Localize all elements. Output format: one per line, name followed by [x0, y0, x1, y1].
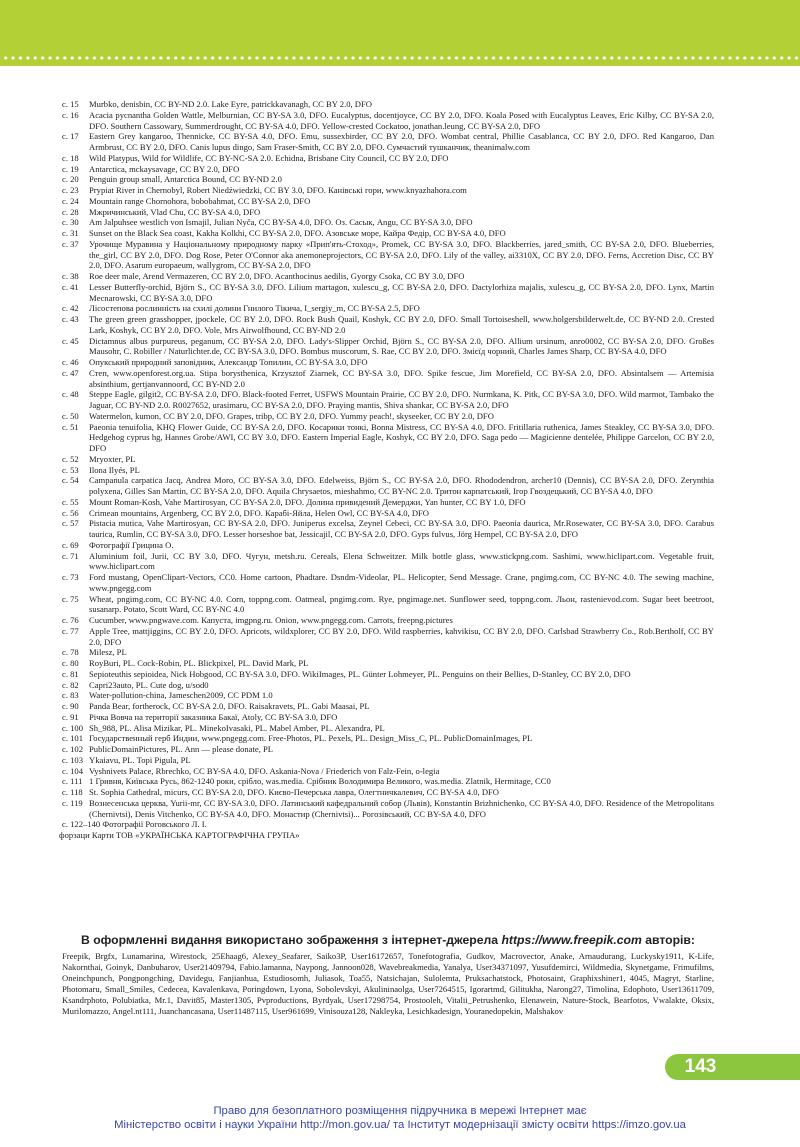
credit-row: [62, 669, 714, 680]
page-number-badge: [665, 1054, 800, 1080]
credit-page-ref: с. 82: [62, 679, 79, 690]
credit-text: St. Sophia Cathedral, micurs, CC BY-SA 2.0, DFO. Києво-Печерська лавра, Олегтничкалевич, CC BY-SA 4.0, DFO: [89, 787, 500, 797]
credit-row: [62, 518, 714, 540]
credit-row: [62, 744, 714, 755]
credit-page-ref: с. 57: [62, 518, 79, 529]
credit-text: Mryoxter, PL: [89, 453, 136, 464]
freepik-site-link[interactable]: https://www.freepik.com: [501, 933, 642, 947]
credit-row: [62, 239, 714, 271]
credit-text: Sepioteuthis sepioidea, Nick Hobgood, CC BY-SA 3.0, DFO. WikiImages, PL. Günter Lohmeyer, PL. Penguins on their Bellies, D-Stanley, CC BY 2.0, DFO: [89, 668, 631, 679]
credit-page-ref: с. 31: [62, 228, 79, 238]
credit-text: Antarctica, mckaysavage, CC BY 2.0, DFO: [89, 163, 240, 174]
credit-text: Watermelon, kumon, CC BY 2.0, DFO. Grapes, tribp, CC BY 2.0, DFO. Yummy peach!, skyseeker, CC BY 2.0, DFO: [89, 410, 494, 421]
credit-text: Dictamnus albus purpureus, peganum, CC BY-SA 2.0, DFO. Lady's-Slipper Orchid, Björn S., CC BY-SA 2.0, DFO. Allium ursinum, anro0002, CC BY-SA 2.0, DFO. Großes Mausohr, C. Robiller / Naturlichter.de, CC BY-SA 3.0, DFO. Bombus muscorum, S. Rae, CC BY 2.0, DFO. Змієїд чорний, Charles James Sharp, CC BY-SA 4.0, DFO: [89, 335, 714, 357]
credit-text: Урочище Муравина у Національному природному парку «Прип'ять-Стоход», Promek, CC BY-SA 3.0, DFO. Blackberries, jared_smith, CC BY-SA 2.0, DFO. Blueberries, the_girl, CC BY 2.0, DFO. Dog Rose, Peter O'Connor aka anemoneprojectors, CC BY-SA 2.0, DFO. Lily of the valley, ai3310X, CC BY 2.0, DFO. Ferns, Accretion Disc, CC BY 2.0, DFO. Asarum europaeum, wallygrom, CC BY-SA 2.0, DFO: [89, 238, 714, 271]
photo-credit-note: с. 122–140 Фотографії Роговськогo Л. І.: [62, 819, 207, 830]
credit-row: [62, 411, 714, 422]
credit-text: Ykaiavu, PL. Topi Pigula, PL: [89, 754, 191, 765]
credit-row: [62, 465, 714, 476]
credit-page-ref: с. 41: [62, 281, 79, 292]
credit-page-ref: с. 38: [62, 271, 79, 281]
credit-page-ref: с. 119: [62, 797, 83, 808]
footer-line-2: Міністерство освіти і науки України http://mon.gov.ua/ та Інститут модернізації змісту освіти https://imzo.gov.ua: [114, 1119, 686, 1131]
credit-page-ref: с. 75: [62, 593, 79, 604]
credit-row: [62, 368, 714, 390]
credit-page-ref: с. 30: [62, 217, 79, 228]
credit-text: Фотографії Грицина О.: [89, 539, 174, 550]
credit-page-ref: с. 42: [62, 303, 79, 314]
credit-text: Mountain range Chornohora, bobobahmat, CC BY-SA 2.0, DFO: [89, 195, 311, 206]
credit-text: Cucumber, www.pngwave.com. Капуста, imgpng.ru. Onion, www.pngegg.com. Carrots, freepng.pictures: [89, 615, 453, 625]
credit-page-ref: с. 18: [62, 152, 79, 163]
freepik-heading-prefix: В оформленні видання використано зображення з інтернет-джерела: [81, 933, 502, 947]
credit-row: [62, 454, 714, 465]
credit-row: [62, 776, 714, 787]
credit-text: Murbko, denisbin, CC BY-ND 2.0. Lake Eyre, patrickkavanagh, CC BY 2.0, DFO: [89, 99, 373, 109]
credit-row: [62, 99, 714, 110]
credit-text: Capri23auto, PL. Cute dog, u/sod0: [89, 679, 209, 690]
credit-page-ref: с. 43: [62, 314, 79, 324]
credit-text: Мжричинський, Vlad Chu, CC BY-SA 4.0, DFO: [89, 206, 261, 217]
credit-row: [62, 508, 714, 519]
credit-text: Crimean mountains, Argenberg, CC BY 2.0, DFO. Карабі-Яйла, Helen Owl, CC BY-SA 4.0, DFO: [89, 507, 430, 518]
credit-row: [62, 572, 714, 594]
credit-row: [62, 174, 714, 185]
freepik-authors: Freepik, Brgfx, Lunamarina, Wirestock, 25Ehaag6, Alexey_Seafarer, Saiko3P, User16172657, Tonefotografia, Gudkov, Macrovector, Anake, Arnaudurang, Luckysky1911, K-Life, Nakornthai, Goinyk, Danbuharov, User21409794, Fabio.lamanna, Naypong, Jannoon028, Wavebreakmedia, Yanalya, User34371097, Yusufdemirci, Wildmedia, Skynetgame, Frimufilms, Oneinchpunch, Pongpongching, Davidegu, Fanjianhua, Estudiosomh, Juliasok, Toa55, Natsichajan, Sulolemta, Pruksachatstock, Photosaint, Graphixshiner1, 4045, Magryt, Starline, Photomaru, Small_Smiles, Cedecea, Kavalenkava, Poringdown, Lyona, Sobolevskyi, Akulininaolga, User7264515, Igorartmd, Gilitukha, Narong27, Timolina, Edophoto, User13611709, Ksandrphoto, Polubiatka, Mr.1, Davit85, Master1305, Pvproductions, Byrdyak, User17298754, Prostooleh, Vitalii_Petrushenko, Elenawein, Nature-Stock, Bearfotos, Vwalakte, Oksix, Murilomazzo, Angel.nt111, Juanchancasana, User11487115, User961699, Vinisouza128, Nakleyka, Lesichkadesign, Youranedopekin, Malshakov: [62, 951, 714, 1016]
credit-row: [62, 357, 714, 368]
credit-page-ref: с. 100: [62, 722, 84, 733]
credit-page-ref: с. 50: [62, 410, 79, 421]
credit-text: Eastern Grey kangaroo, Thennicke, CC BY-SA 4.0, DFO. Emu, sussexbirder, CC BY 2.0, DFO. Wombat central, Phillie Casablanca, CC BY 2.0, DFO. Red Kangaroo, Dan Armbrust, CC BY 2.0, DFO. Canis lupus dingo, Sam Fraser-Smith, CC BY 2.0, DFO. Сумчастий тушканчик, theanimalw.com: [89, 131, 714, 152]
credit-row: [62, 787, 714, 798]
credit-text: Вознесенська церква, Yuriі-mr, CC BY-SA 3.0, DFO. Латинський кафедральний собор (Львів), Konstantin Brizhnichenko, CC BY-SA 4.0, DFO. Residence of the Metropolitans (Chernivtsi), Denis Vitchenko, CC BY-SA 4.0, DFO. Монастир (Chernivtsi)... Рогозівський, CC BY-SA 4.0, DFO: [89, 797, 714, 819]
credit-row: [62, 153, 714, 164]
credit-page-ref: с. 101: [62, 733, 84, 744]
credit-row: [62, 723, 714, 734]
credit-row: [62, 217, 714, 228]
credit-text: Campanula carpatica Jacq, Andrea Moro, CC BY-SA 3.0, DFO. Edelweiss, Björn S., CC BY-SA 2.0, DFO. Rhododendron, archer10 (Dennis), CC BY-SA 2.0, DFO. Zerynthia polyxena, Gilles San Martin, CC BY-SA 2.0, DFO. Aquila Chrysaetos, mieshahmo, CC BY-NC 2.0. Тритон карпатський, Ігор Гвоздецький, CC BY-SA 4.0, DFO: [89, 475, 714, 496]
credit-text: Опукський природний заповідник, Александр Топилин, CC BY-SA 3.0, DFO: [89, 357, 368, 367]
credit-text: Mount Roman-Kosh, Vahe Martirosyan, CC BY-SA 2.0, DFO. Долина привидений Демерджи, Yan hunter, CC BY 1.0, DFO: [89, 496, 526, 507]
credit-row: [62, 594, 714, 616]
credit-text: Steppe Eagle, gilgit2, CC BY-SA 2.0, DFO. Black-footed Ferret, USFWS Mountain Prairie, CC BY 2.0, DFO. Nurmkana, K. Pitk, CC BY-SA 3.0, DFO. Wild marmot, Tambako the Jaguar, CC BY-ND 2.0. R0027652, urasimaru, CC BY-SA 2.0, DFO. Praying mantis, Shiva shankar, CC BY-SA 2.0, DFO: [89, 389, 714, 410]
credit-page-ref: с. 111: [62, 776, 83, 787]
credit-page-ref: с. 19: [62, 163, 79, 174]
credit-row: [62, 475, 714, 497]
page-number: 143: [684, 1056, 717, 1077]
credit-page-ref: с. 104: [62, 765, 84, 776]
credit-page-ref: с. 83: [62, 690, 79, 701]
credit-page-ref: с. 52: [62, 453, 79, 464]
credit-row: [62, 755, 714, 766]
credit-text: Am Jalpuhsee westlich von Ismajil, Julian Nyča, CC BY-SA 4.0, DFO. Оз. Сасык, Angu, CC BY-SA 3.0, DFO: [89, 217, 473, 228]
credit-page-ref: с. 56: [62, 507, 79, 518]
credit-page-ref: с. 46: [62, 357, 79, 367]
credit-row: [62, 680, 714, 691]
credit-text: Pistacia mutica, Vahe Martirosyan, CC BY-SA 2.0, DFO. Juniperus excelsa, Zeynel Cebeci, CC BY-SA 3.0, DFO. Paeonia daurica, Mr.Rosewater, CC BY-SA 3.0, DFO. Carabus taurica, Rumlin, CC BY-SA 3.0, DFO. Lesser horseshoe bat, Jessicajil, CC BY-SA 2.0, DFO. Gyps fulvus, Jörg Hempel, CC BY-SA 2.0, DFO: [89, 518, 714, 539]
credit-text: Vyshnivets Palace, Rbrechko, CC BY-SA 4.0, DFO. Askania-Nova / Friederich von Falz-Fein, o-legia: [89, 765, 440, 776]
credit-page-ref: с. 78: [62, 647, 79, 658]
credit-row: [62, 701, 714, 712]
credit-page-ref: с. 77: [62, 625, 79, 636]
freepik-heading-suffix: авторів:: [641, 933, 695, 947]
credit-row: [62, 164, 714, 175]
credit-page-ref: с. 54: [62, 475, 79, 486]
credit-row: [62, 766, 714, 777]
credit-page-ref: с. 73: [62, 572, 79, 582]
credit-row: [62, 389, 714, 411]
credit-text: Aluminium foil, Jurii, CC BY 3.0, DFO. Чугун, metsh.ru. Cereals, Elena Schweitzer. Milk bottle glass, www.stickpng.com. Sashimi, www.hiclipart.com. Vegetable fruit, www.hiclipart.com: [89, 550, 714, 572]
credit-row: [62, 196, 714, 207]
credit-row: [62, 314, 714, 336]
credit-text: Wheat, pngimg.com, CC BY-NC 4.0. Corn, toppng.com. Oatmeal, pngimg.com. Rye, pngimage.net. Sunflower seed, toppng.com. Льон, rasteniеvod.com. Sugar beet beetroot, susanarp. Potato, Scott Ward, CC BY-NC 4.0: [89, 593, 714, 615]
credit-text: 1 Гривня, Київська Русь, 862-1240 роки, срібло, was.media. Срібник Володимира Великого, was.media. Zlatnik, Hermitage, CC0: [89, 776, 551, 787]
credit-page-ref: с. 37: [62, 238, 79, 249]
credit-page-ref: с. 15: [62, 99, 79, 109]
credit-row: [62, 422, 714, 454]
credit-row: [62, 540, 714, 551]
credit-page-ref: с. 76: [62, 615, 79, 625]
credit-row: [62, 647, 714, 658]
credit-text: Степ, www.openforest.org.ua. Stipa borysthenica, Krzysztof Ziarnek, CC BY-SA 3.0, DFO. Spike fescue, Jim Morefield, CC BY-SA 2.0, DFO. Absintalsem — Artemisia absinthium, gertjanvannoord, CC BY-ND 2.0: [89, 367, 714, 389]
credit-page-ref: с. 55: [62, 496, 79, 507]
credit-text: Ford mustang, OpenClipart-Vectors, CC0. Home cartoon, Phadtare. Dsndm-Videolar, PL. Helicopter, Send Message. Crane, pngimg.com, CC BY-NC 4.0. The sewing machine, www.pngegg.com: [89, 572, 714, 593]
credit-text: Prypiat River in Chernobyl, Robert Niedźwiedzki, CC BY 3.0, DFO. Канівські гори, www.knyazhahora.com: [89, 185, 467, 195]
credit-row: [62, 185, 714, 196]
endpaper-maps-note: форзаци Карти ТОВ «УКРАЇНСЬКА КАРТОГРАФІЧНА ГРУПА»: [59, 830, 300, 840]
credit-row: [62, 271, 714, 282]
credit-text: Panda Bear, fortherock, CC BY-SA 2.0, DFO. Raisakravets, PL. Gabi Maasai, PL: [89, 701, 370, 711]
credit-text: Milesz, PL: [89, 647, 127, 658]
credit-page-ref: с. 90: [62, 701, 79, 711]
credit-text: Paeonia tenuifolia, KHQ Flower Guide, CC BY-SA 2.0, DFO. Косарики тонкі, Bonna Mistress, CC BY-SA 4.0, DFO. Fritillaria ruthenica, James Steakley, CC BY-SA 3.0, DFO. Hedgehog cyprus hg, Hannes Grobe/AWI, CC BY 3.0, DFO. Eastern Imperial Eagle, Koshyk, CC BY 2.0, DFO. Saga pedo — Magicienne dentelée, Philippe Garcelon, CC BY 2.0, DFO: [89, 421, 714, 453]
credit-row: [62, 131, 714, 153]
credit-row: [62, 303, 714, 314]
credit-text: Sh_988, PL. Alisa Mizikar, PL. MinekoIvasaki, PL. Mabel Amber, PL. Alexandra, PL: [89, 722, 385, 733]
credit-text: Penguin group small, Antarctica Bound, CC BY-ND 2.0: [89, 174, 282, 185]
credit-page-ref: с. 81: [62, 668, 79, 679]
credit-page-ref: с. 102: [62, 744, 84, 754]
credit-text: PublicDomainPictures, PL. Ann — please donate, PL: [89, 744, 274, 754]
credit-row: [62, 690, 714, 701]
credit-row: [62, 733, 714, 744]
credit-row: [62, 207, 714, 218]
credit-text: Acacia pycnantha Golden Wattle, Melburnian, CC BY-SA 3.0, DFO. Eucalyptus, docentjoyce, CC BY 2.0, DFO. Koala Posed with Eucalyptus Leaves, Eric Kilby, CC BY-SA 2.0, DFO. Southern Cassowary, Summerdrought, CC BY-SA 4.0, DFO. Yellow-crested Cockatoo, jonathan.leung, CC BY-SA 2.0, DFO: [89, 109, 714, 131]
credit-page-ref: с. 71: [62, 550, 79, 561]
credit-page-ref: с. 20: [62, 174, 79, 185]
credit-text: Wild Platypus, Wild for Wildlife, CC BY-NC-SA 2.0. Echidna, Brisbane City Council, CC BY 2.0, DFO: [89, 152, 449, 163]
credit-row: [62, 551, 714, 573]
credit-page-ref: с. 23: [62, 185, 79, 195]
credit-text: Річка Вовча на території заказника Бакаї, Atoly, CC BY-SA 3.0, DFO: [89, 711, 338, 722]
credit-page-ref: с. 47: [62, 367, 79, 378]
freepik-heading: [62, 933, 714, 947]
credit-page-ref: с. 16: [62, 109, 79, 120]
credit-page-ref: с. 103: [62, 754, 84, 765]
credit-row: [62, 497, 714, 508]
credit-page-ref: с. 51: [62, 421, 79, 432]
credit-text: The green green grasshopper, jpockele, CC BY 2.0, DFO. Rock Bush Quail, Koshyk, CC BY 2.0, DFO. Small Tortoiseshell, www.holgersbilderwelt.de, CC BY-ND 2.0. Crested Lark, Koshyk, CC BY 2.0, DFO. Vole, Mrs Airwolfhound, CC BY-ND 2.0: [89, 314, 714, 335]
credit-text: Ilona Ilyés, PL: [89, 464, 140, 475]
footer-license-note: [0, 1104, 800, 1132]
dotted-border: [2, 55, 798, 61]
credit-text: Apple Tree, mattjiggins, CC BY 2.0, DFO. Apricots, wildxplorer, CC BY 2.0, DFO. Wild raspberries, kahvikisu, CC BY 2.0, DFO. Carlsbad Strawberry Co., Rob.Bertholf, CC BY 2.0, DFO: [89, 625, 714, 647]
credit-page-ref: с. 24: [62, 195, 79, 206]
credit-text: Sunset on the Black Sea coast, Kakha Kolkhi, CC BY-SA 2.0, DFO. Азовське море, Кайра Федір, CC BY-SA 4.0, DFO: [89, 228, 506, 238]
credit-row: [62, 658, 714, 669]
credit-text: RoyBuri, PL. Cock-Robin, PL. Blickpixel, PL. David Mark, PL: [89, 658, 309, 668]
credit-row: [62, 228, 714, 239]
credit-text: Lesser Butterfly-orchid, Björn S., CC BY-SA 3.0, DFO. Lilium martagon, xulescu_g, CC BY-SA 2.0, DFO. Dactylorhiza majalis, xulescu_g, CC BY-SA 2.0, DFO. Lynx, Martin Mecnarowski, CC BY-SA 3.0, DFO: [89, 281, 714, 303]
credit-page-ref: с. 69: [62, 539, 79, 550]
footer-line-1: Право для безоплатного розміщення підручника в мережі Інтернет має: [213, 1105, 587, 1117]
credit-page-ref: с. 80: [62, 658, 79, 668]
credit-page-ref: с. 118: [62, 787, 83, 797]
credit-page-ref: с. 53: [62, 464, 79, 475]
credit-text: Государственный герб Индии, www.pngegg.com. Free-Photos, PL. Pexels, PL. Design_Miss_C, PL. PublicDomainImages, PL: [89, 733, 533, 744]
credit-page-ref: с. 91: [62, 711, 79, 722]
credit-row: [62, 110, 714, 132]
credit-page-ref: с. 28: [62, 206, 79, 217]
credit-text: Roe deer male, Arend Vermazeren, CC BY 2.0, DFO. Acanthocinus aedilis, Gyorgy Csoka, CC BY 3.0, DFO: [89, 271, 465, 281]
credit-text: Water-pollution-china, Jameschen2009, CC PDM 1.0: [89, 690, 273, 701]
credit-page-ref: с. 17: [62, 131, 79, 142]
credit-row: [62, 798, 714, 820]
credit-row: [62, 282, 714, 304]
credit-row: [62, 712, 714, 723]
credit-row: [62, 626, 714, 648]
credit-page-ref: с. 45: [62, 335, 79, 346]
credit-page-ref: с. 48: [62, 389, 79, 400]
credit-row: [62, 336, 714, 358]
credit-row: [62, 615, 714, 626]
image-credits-list: [59, 99, 714, 841]
credit-text: Лісостепова рослинність на схилі долини Гнилого Тікича, I_sergiy_m, CC BY-SA 2.5, DFO: [89, 303, 420, 314]
